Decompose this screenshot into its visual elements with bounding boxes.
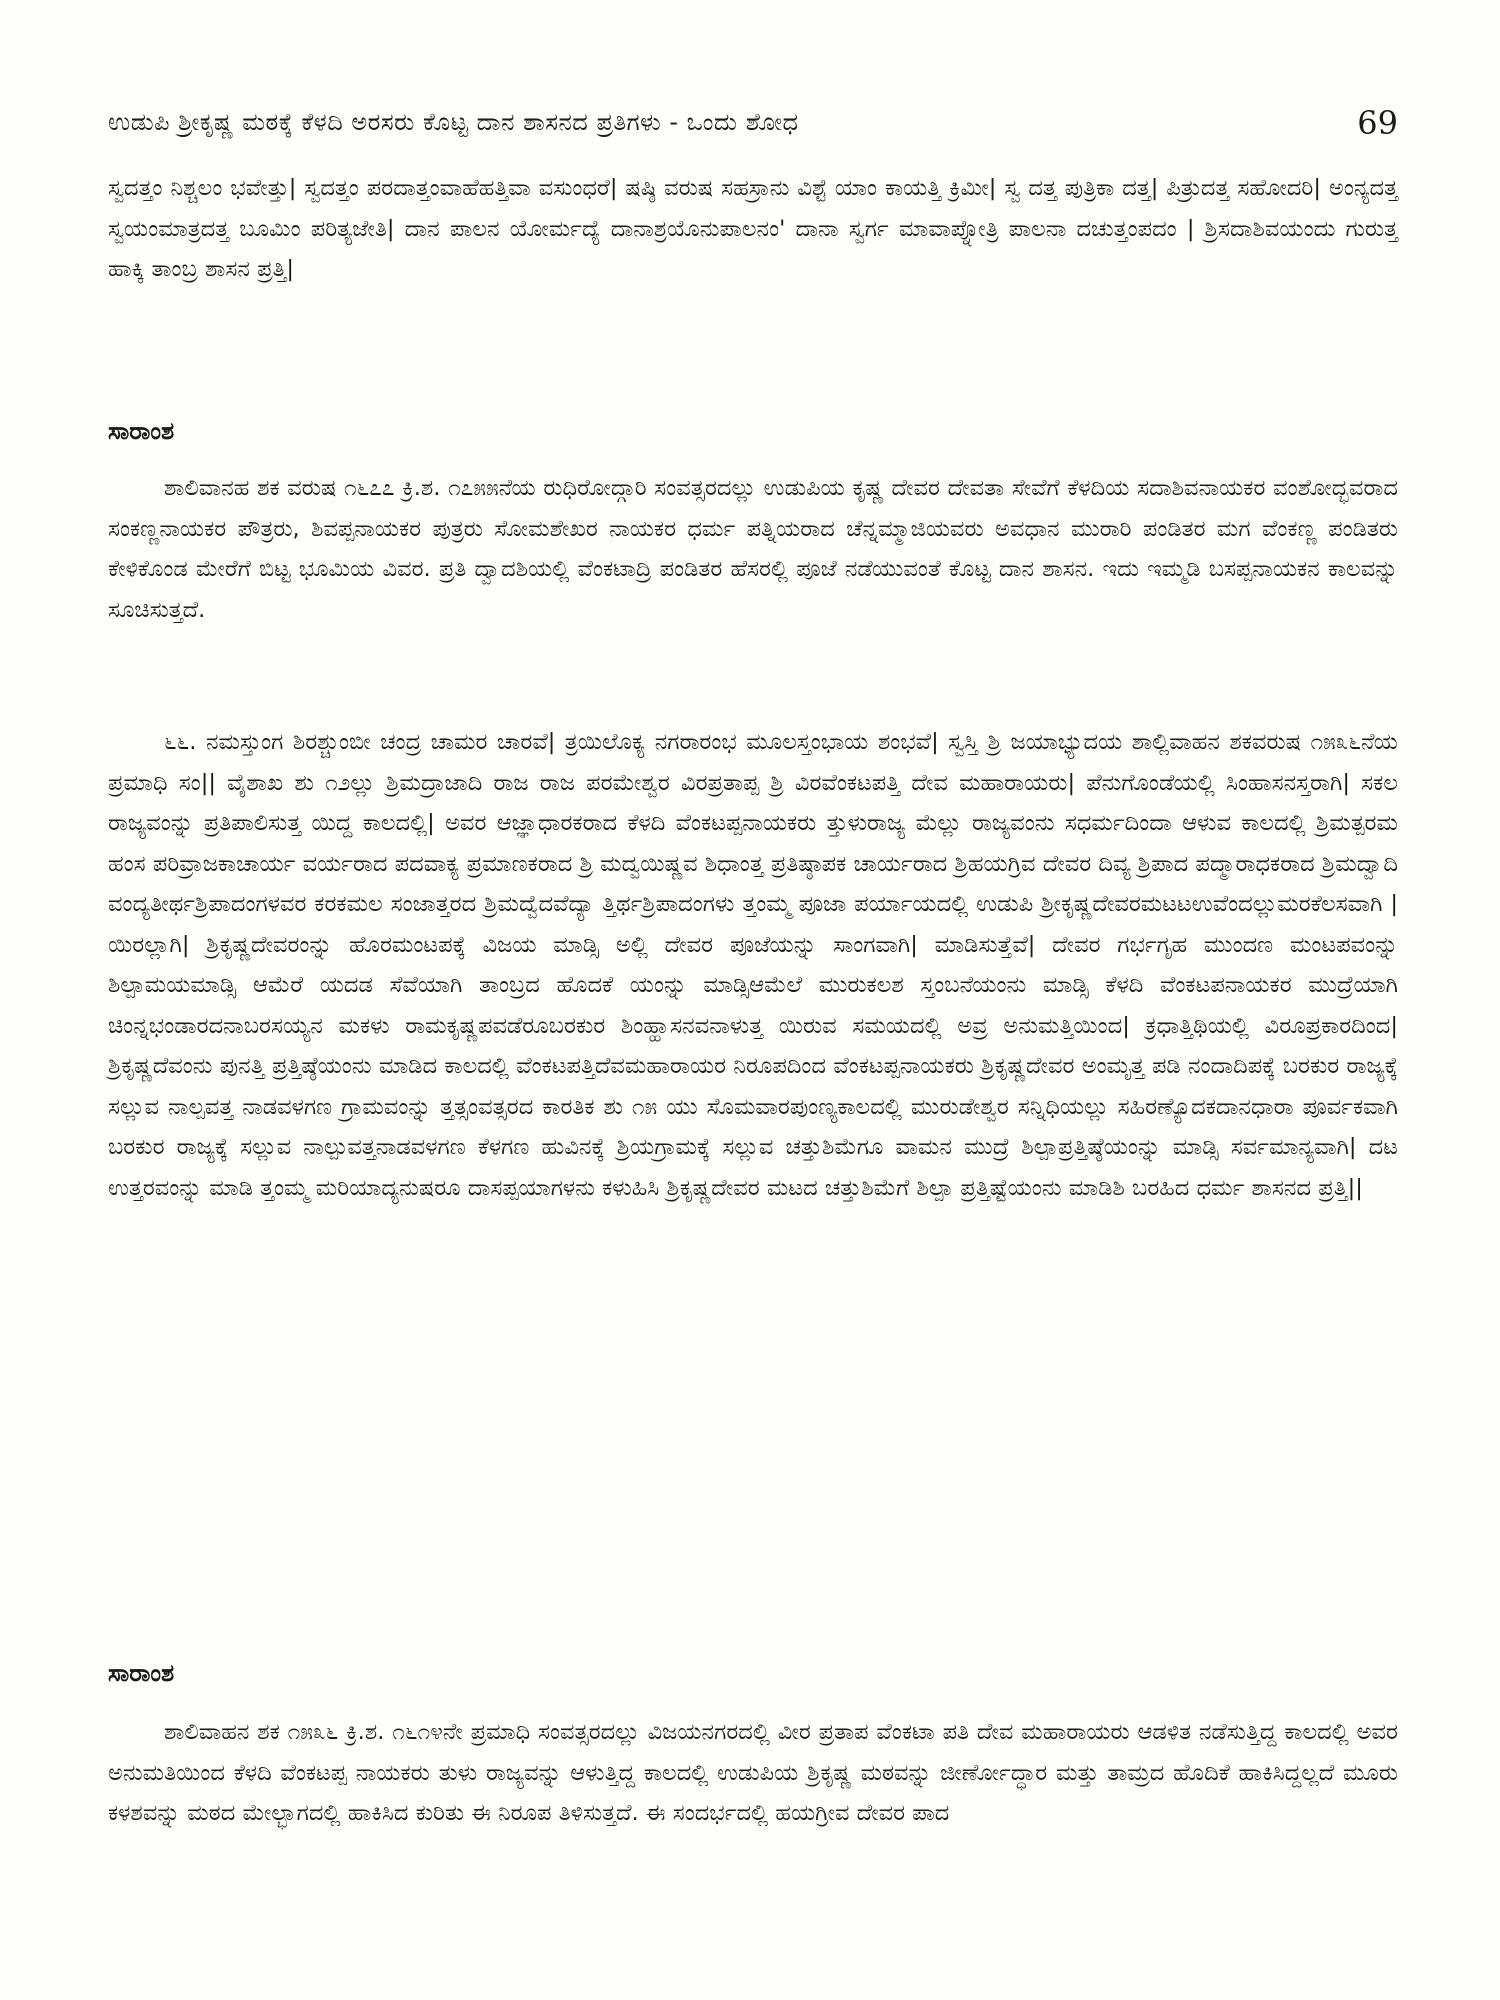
text-block-3 (108, 722, 1398, 1208)
section-heading-summary-1: ಸಾರಾಂಶ (108, 417, 175, 445)
text-block-4 (108, 1712, 1398, 1834)
summary-paragraph-2: ಶಾಲಿವಾಹನ ಶಕ ೧೫೩೬ ಕ್ರಿ.ಶ. ೧೬೧೪ನೇ ಪ್ರಮಾಧಿ ಸಂವತ್ಸರದಲ್ಲು ವಿಜಯನಗರದಲ್ಲಿ ವೀರ ಪ್ರತಾಪ ವೆಂಕಟಾ ಪತಿ ದೇವ ಮಹಾರಾಯರು ಆಡಳಿತ ನಡೆಸುತ್ತಿದ್ದ ಕಾಲದಲ್ಲಿ ಅವರ ಅನುಮತಿಯಿಂದ ಕೆಳದಿ ವೆಂಕಟಪ್ಪ ನಾಯಕರು ತುಳು ರಾಜ್ಯವನ್ನು ಆಳುತ್ತಿದ್ದ ಕಾಲದಲ್ಲಿ ಉಡುಪಿಯ ಶ್ರಿಕೃಷ್ಣ ಮಠವನ್ನು ಜೀರ್ಣೋದ್ಧಾರ ಮತ್ತು ತಾಮ್ರದ ಹೊದಿಕೆ ಹಾಕಿಸಿದ್ದಲ್ಲದೆ ಮೂರು ಕಳಶವನ್ನು ಮಠದ ಮೇಲ್ಭಾಗದಲ್ಲಿ ಹಾಕಿಸಿದ ಕುರಿತು ಈ ನಿರೂಪ ತಿಳಿಸುತ್ತದೆ. ಈ ಸಂದರ್ಭದಲ್ಲಿ ಹಯಗ್ರೀವ ದೇವರ ಪಾದ (108, 1719, 1398, 1826)
running-header (108, 104, 1398, 148)
page-number: 69 (1357, 104, 1398, 142)
text-block-2 (108, 468, 1398, 630)
inscription-paragraph-66: ೬೬. ನಮಸ್ತುಂಗ ಶಿರಶ್ಚುಂಬೀ ಚಂದ್ರ ಚಾಮರ ಚಾರವೆ| ತ್ರಯಿಲೊಕ್ಯ ನಗರಾರಂಭ ಮೂಲಸ್ತಂಭಾಯ ಶಂಭವೆ| ಸ್ವಸ್ತಿ ಶ್ರಿ ಜಯಾಭ್ಯುದಯ ಶಾಲ್ಲಿವಾಹನ ಶಕವರುಷ ೧೫೩೬ನೆಯ ಪ್ರಮಾಧಿ ಸಂ|| ವೈಶಾಖ ಶು ೧೨ಲ್ಲು ಶ್ರಿಮದ್ರಾಜಾದಿ ರಾಜ ರಾಜ ಪರಮೇಶ್ವರ ವಿರಪ್ರತಾಪ್ಪ ಶ್ರಿ ವಿರವೆಂಕಟಪತ್ತಿ ದೇವ ಮಹಾರಾಯರು| ಪೆನುಗೊಂಡೆಯಲ್ಲಿ ಸಿಂಹಾಸನಸ್ತರಾಗಿ| ಸಕಲ ರಾಜ್ಯವಂನ್ನು ಪ್ರತಿಪಾಲಿಸುತ್ತ ಯಿದ್ದ ಕಾಲದಲ್ಲಿ| ಅವರ ಆಜ್ಞಾಧಾರಕರಾದ ಕೆಳದಿ ವೆಂಕಟಪ್ಪನಾಯಕರು ತ್ತುಳುರಾಜ್ಯ ಮೆಲ್ಲು ರಾಜ್ಯವಂನು ಸಧರ್ಮದಿಂದಾ ಆಳುವ ಕಾಲದಲ್ಲಿ ಶ್ರಿಮತ್ಪರಮ ಹಂಸ ಪರಿವ್ರಾಜಕಾಚಾರ್ಯ ವರ್ಯರಾದ ಪದವಾಕ್ಯ ಪ್ರಮಾಣಕರಾದ ಶ್ರಿ ಮದ್ವಯಿಷ್ಣವ ಶಿಧಾಂತ್ತ ಪ್ರತಿಷ್ಠಾಪಕ ಚಾರ್ಯರಾದ ಶ್ರಿಹಯಗ್ರಿವ ದೇವರ ದಿವ್ಯ ಶ್ರಿಪಾದ ಪದ್ಮಾರಾಧಕರಾದ ಶ್ರಿಮದ್ವಾದಿ ವಂದ್ಯತೀರ್ಥಶ್ರಿಪಾದಂಗಳವರ ಕರಕಮಲ ಸಂಜಾತ್ತರದ ಶ್ರಿಮದ್ವೆದವೆದ್ಯಾ ತ್ತಿರ್ಥಶ್ರಿಪಾದಂಗಳು ತ್ತಂಮ್ಮ ಪೂಜಾ ಪರ್ಯಾಯದಲ್ಲಿ ಉಡುಪಿ ಶ್ರೀಕೃಷ್ಣದೇವರಮಟಟಉವೆಂದಲ್ಲುಮರಕೆಲಸವಾಗಿ | ಯಿರಲ್ಲಾಗಿ| ಶ್ರಿಕೃಷ್ಣದೇವರಂನ್ನು ಹೊರಮಂಟಪಕ್ಕೆ ವಿಜಯ ಮಾಡ್ಸಿ ಅಲ್ಲಿ ದೇವರ ಪೂಜೆಯನ್ನು ಸಾಂಗವಾಗಿ| ಮಾಡಿಸುತ್ತೆವೆ| ದೇವರ ಗರ್ಭಗೃಹ ಮುಂದಣ ಮಂಟಪವಂನ್ನು ಶಿಲ್ಪಾಮಯಮಾಡ್ಸಿ ಆಮೆರೆ ಯದಡ ಸೆವೆಯಾಗಿ ತಾಂಬ್ರದ ಹೊದಕೆ ಯಂನ್ನು ಮಾಡ್ಸಿಆಮೆಲೆ ಮುರುಕಲಶ ಸ್ತಂಬನೆಯಂನು ಮಾಡ್ಸಿ ಕೆಳದಿ ವೆಂಕಟಪನಾಯಕರ ಮುದ್ರೆಯಾಗಿ ಚಿಂನ್ನಭಂಡಾರದನಾಬರಸಯ್ಯನ ಮಕಳು ರಾಮಕೃಷ್ಣಪವಡೆರೂಬರಕುರ ಶಿಂಹ್ಹಾಸನವನಾಳುತ್ತ ಯಿರುವ ಸಮಯದಲ್ಲಿ ಅವ್ರ ಅನುಮತ್ತಿಯಿಂದ| ಕ್ರಧಾತ್ತಿಥಿಯಲ್ಲಿ ವಿರೂಪ್ರಕಾರದಿಂದ| ಶ್ರಿಕೃಷ್ಣದೆವಂನು ಪುನತ್ತಿ ಪ್ರತ್ತಿಷ್ಠೆಯಂನು ಮಾಡಿದ ಕಾಲದಲ್ಲಿ ವೆಂಕಟಪತ್ತಿದೆವಮಹಾರಾಯರ ನಿರೂಪದಿಂದ ವೆಂಕಟಪ್ಪನಾಯಕರು ಶ್ರಿಕೃಷ್ಣದೇವರ ಅಂಮೃತ್ತ ಪಡಿ ನಂದಾದಿಪಕ್ಕೆ ಬರಕುರ ರಾಜ್ಯಕ್ಕೆ ಸಲ್ಲುವ ನಾಲ್ಪವತ್ತ ನಾಡವಳಗಣ ಗ್ರಾಮವಂನ್ನು ತ್ತತ್ಸಂವತ್ಸರದ ಕಾರತಿಕ ಶು ೧೫ ಯು ಸೊಮವಾರಪುಂಣ್ಯಕಾಲದಲ್ಲಿ ಮುರುಡೇಶ್ವರ ಸನ್ನಿಧಿಯಲ್ಲು ಸಹಿರಣ್ಯೊದಕದಾನಧಾರಾ ಪೂರ್ವಕವಾಗಿ ಬರಕುರ ರಾಜ್ಯಕ್ಕೆ ಸಲ್ಲುವ ನಾಲ್ಪುವತ್ತನಾಡವಳಗಣ ಕೆಳಗಣ ಹುವಿನಕ್ಕೆ ಶ್ರಿಯಗ್ರಾಮಕ್ಕೆ ಸಲ್ಲುವ ಚತ್ತುಶಿಮೆಗೂ ವಾಮನ ಮುದ್ರೆ ಶಿಲ್ಪಾಪ್ರತ್ತಿಷ್ಠೆಯಂನ್ನು ಮಾಡ್ಸಿ ಸರ್ವಮಾನ್ಯವಾಗಿ| ದಟ ಉತ್ತರವಂನ್ನು ಮಾಡಿ ತ್ತಂಮ್ಮ ಮರಿಯಾದ್ಯನುಷರೂ ದಾಸಪ್ಪಯಾಗಳನು ಕಳುಹಿಸಿ ಶ್ರಿಕೃಷ್ಣದೇವರ ಮಟದ ಚತ್ತುಶಿಮೆಗೆ ಶಿಲ್ಪಾ ಪ್ರತ್ತಿಷ್ಟೆಯಂನು ಮಾಡಿಶಿ ಬರಹಿದ ಧರ್ಮ ಶಾಸನದ ಪ್ರತ್ತಿ|| (108, 729, 1398, 1201)
inscription-end-paragraph: ಸ್ವದತ್ತಂ ನಿಶ್ಚಲಂ ಭವೇತ್ತು| ಸ್ವದತ್ತಂ ಪರದಾತ್ತಂವಾಹೆಹತ್ತಿವಾ ವಸುಂಧರೆ| ಷಷ್ಠಿ ವರುಷ ಸಹಸ್ರಾನು ವಿಶ್ಟೆ ಯಾಂ ಕಾಯತ್ತಿ ಕ್ರಿಮೀ| ಸ್ವ ದತ್ತ ಪುತ್ರಿಕಾ ದತ್ತ| ಪಿತ್ರುದತ್ತ ಸಹೋದರಿ| ಅಂನ್ಯದತ್ತ ಸ್ವಯಂಮಾತ್ರದತ್ತ ಬೂಮಿಂ ಪರಿತ್ಯಜೇತಿ| ದಾನ ಪಾಲನ ಯೋರ್ಮದ್ಯೆ ದಾನಾಶ್ರಯೊನುಪಾಲನಂ' ದಾನಾ ಸ್ವರ್ಗ ಮಾವಾಪ್ನೋತ್ರಿ ಪಾಲನಾ ದಚುತ್ತಂಪದಂ | ಶ್ರಿಸದಾಶಿವಯಂದು ಗುರುತ್ತ ಹಾಕ್ಕಿ ತಾಂಬ್ರ ಶಾಸನ ಪ್ರತ್ತಿ| (108, 175, 1398, 282)
running-title: ಉಡುಪಿ ಶ್ರೀಕೃಷ್ಣ ಮಠಕ್ಕೆ ಕೆಳದಿ ಅರಸರು ಕೊಟ್ಟ ದಾನ ಶಾಸನದ ಪ್ರತಿಗಳು - ಒಂದು ಶೋಧ (108, 108, 799, 136)
text-block-1 (108, 168, 1398, 290)
heading-block-2 (108, 1659, 1398, 1687)
summary-paragraph-1: ಶಾಲಿವಾನಹ ಶಕ ವರುಷ ೧೬೭೭ ಕ್ರಿ.ಶ. ೧೭೫೫ನೆಯ ರುಧಿರೋದ್ಗಾರಿ ಸಂವತ್ಸರದಲ್ಲು ಉಡುಪಿಯ ಕೃಷ್ಣ ದೇವರ ದೇವತಾ ಸೇವೆಗೆ ಕೆಳದಿಯ ಸದಾಶಿವನಾಯಕರ ವಂಶೋದ್ಭವರಾದ ಸಂಕಣ್ಣನಾಯಕರ ಪೌತ್ರರು, ಶಿವಪ್ಪನಾಯಕರ ಪುತ್ರರು ಸೋಮಶೇಖರ ನಾಯಕರ ಧರ್ಮ ಪತ್ನಿಯರಾದ ಚೆನ್ನಮ್ಮಾಜಿಯವರು ಅವಧಾನ ಮುರಾರಿ ಪಂಡಿತರ ಮಗ ವೆಂಕಣ್ಣ ಪಂಡಿತರು ಕೇಳಿಕೊಂಡ ಮೇರೆಗೆ ಬಿಟ್ಟ ಭೂಮಿಯ ವಿವರ. ಪ್ರತಿ ದ್ವಾದಶಿಯಲ್ಲಿ ವೆಂಕಟಾದ್ರಿ ಪಂಡಿತರ ಹೆಸರಲ್ಲಿ ಪೂಜೆ ನಡೆಯುವಂತೆ ಕೊಟ್ಟ ದಾನ ಶಾಸನ. ಇದು ಇಮ್ಮಡಿ ಬಸಪ್ಪನಾಯಕನ ಕಾಲವನ್ನು ಸೂಚಿಸುತ್ತದೆ. (108, 475, 1398, 623)
section-heading-summary-2: ಸಾರಾಂಶ (108, 1659, 175, 1687)
heading-block-1 (108, 417, 1398, 445)
